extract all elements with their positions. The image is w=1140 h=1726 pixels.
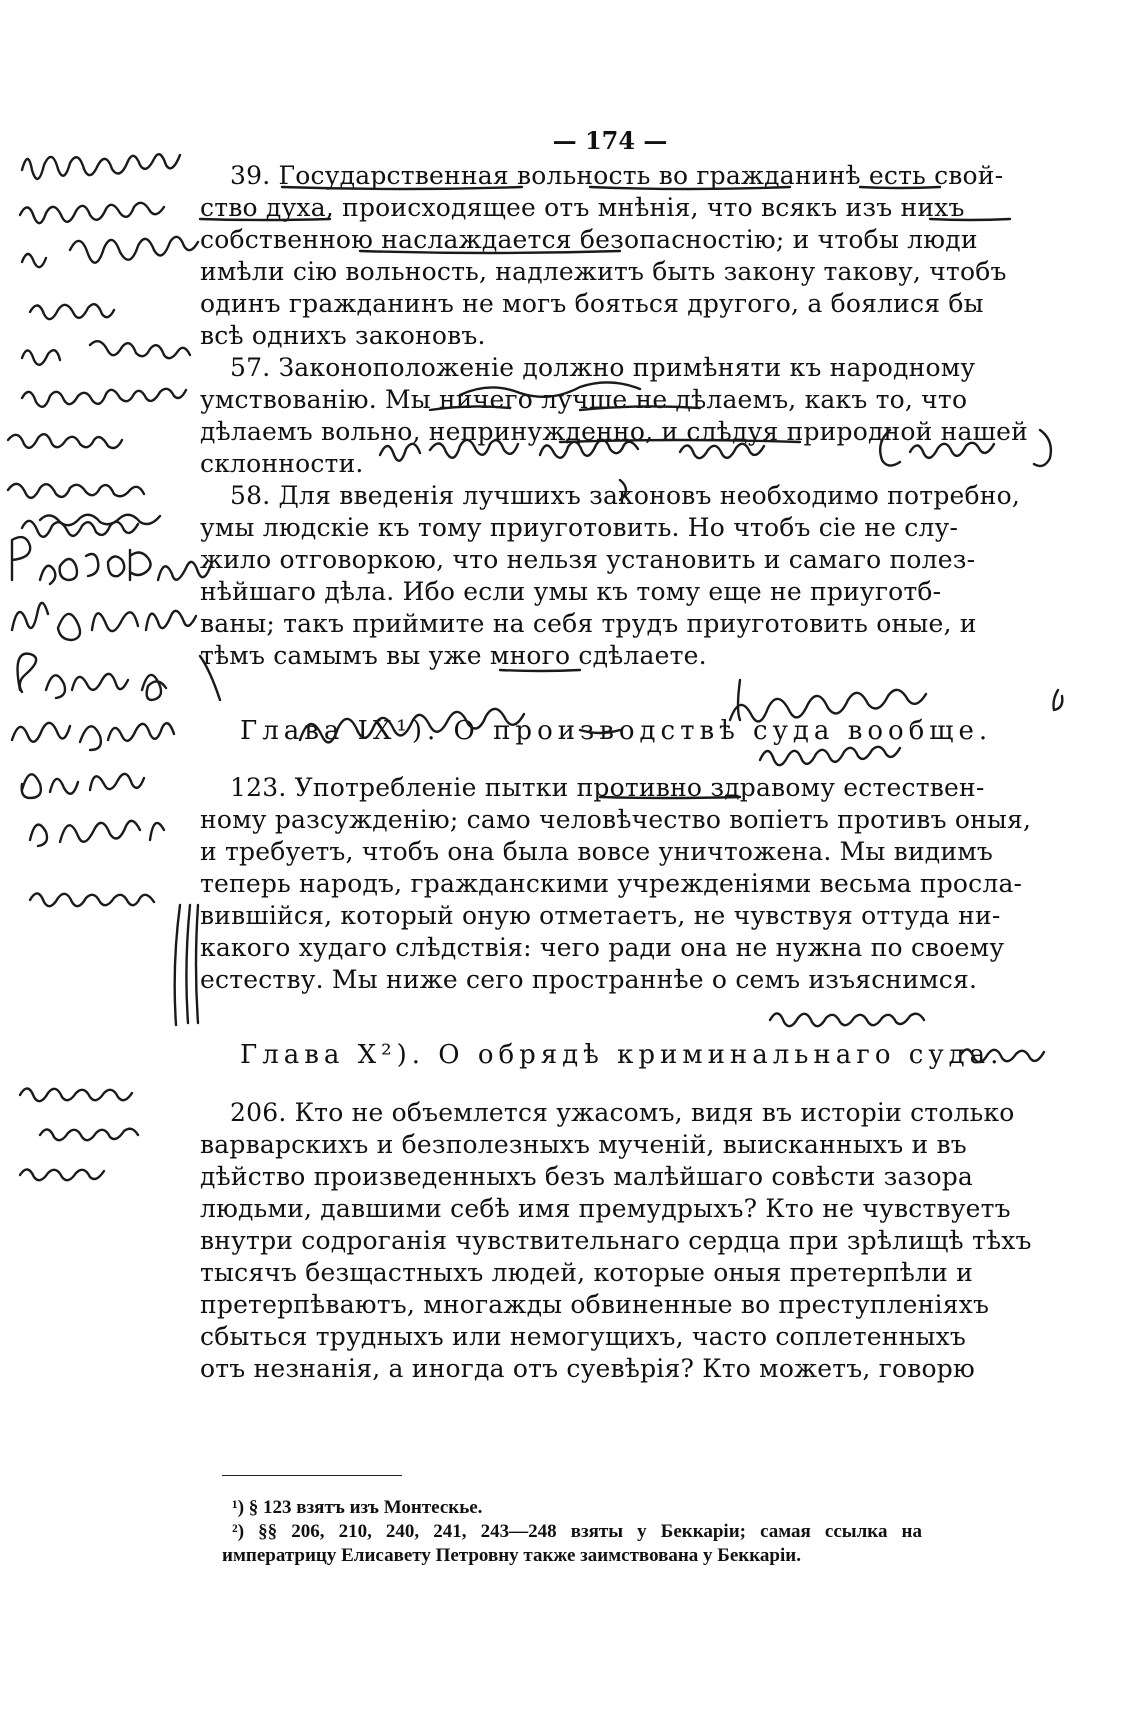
section-206-line-7: претерпѣваютъ, многажды обвиненные во преступленіяхъ	[200, 1290, 990, 1319]
section-206-line-5: внутри содроганія чувствительнаго сердца при зрѣлищѣ тѣхъ	[200, 1226, 1032, 1255]
section-206-line-9: отъ незнанія, а иногда отъ суевѣрія? Кто можетъ, говорю	[200, 1354, 975, 1383]
footnote-2-line-2: императрицу Елисавету Петровну также заимствована у Беккаріи.	[222, 1545, 801, 1566]
section-123-line-4: теперь народъ, гражданскими учрежденіями весьма просла-	[200, 869, 1023, 898]
section-206-line-1: 206. Кто не объемлется ужасомъ, видя въ исторіи столько	[230, 1098, 1015, 1127]
footnote-1: ¹) § 123 взятъ изъ Монтескье.	[232, 1497, 483, 1518]
section-39-line-1: 39. Государственная вольность во гражданинѣ есть свой-	[230, 161, 1004, 190]
section-58-line-5: ваны; такъ приймите на себя трудъ приуготовить оные, и	[200, 609, 977, 638]
section-123-line-7: естеству. Мы ниже сего пространнѣе о семъ изъяснимся.	[200, 965, 978, 994]
section-39-line-3: собственною наслаждается безопасностію; и чтобы люди	[200, 225, 978, 254]
section-58-line-2: умы людскіе къ тому приуготовить. Но чтобъ сіе не слу-	[200, 513, 959, 542]
section-39-line-4: имѣли сію вольность, надлежитъ быть закону такову, чтобъ	[200, 257, 1007, 286]
section-206-line-6: тысячъ безщастныхъ людей, которые оныя претерпѣли и	[200, 1258, 973, 1287]
section-57-line-4: склонности.	[200, 449, 364, 478]
section-123-line-2: ному разсужденію; само человѣчество вопіетъ противъ оныя,	[200, 805, 1032, 834]
section-58-line-4: нѣйшаго дѣла. Ибо если умы къ тому еще не приуготб-	[200, 577, 942, 606]
section-123-line-1: 123. Употребленіе пытки противно здравому естествен-	[230, 773, 985, 802]
section-206-line-4: людьми, давшими себѣ имя премудрыхъ? Кто не чувствуетъ	[200, 1194, 1011, 1223]
section-206-line-3: дѣйство произведенныхъ безъ малѣйшаго совѣсти зазора	[200, 1162, 974, 1191]
section-206-line-2: варварскихъ и безполезныхъ мученій, выисканныхъ и въ	[200, 1130, 967, 1159]
section-39-line-5: одинъ гражданинъ не могъ бояться другого, а боялися бы	[200, 289, 984, 318]
section-57-line-3: дѣлаемъ вольно, непринужденно, и слѣдуя природной нашей	[200, 417, 1028, 446]
footnote-2-line-1: ²) §§ 206, 210, 240, 241, 243—248 взяты у Беккаріи; самая ссылка на	[232, 1521, 922, 1542]
section-57-line-2: умствованію. Мы ничего лучше не дѣлаемъ, какъ то, что	[200, 385, 968, 414]
page-number: — 174 —	[552, 126, 668, 155]
chapter-heading-ix: Глава IX¹). О производствѣ суда вообще.	[240, 716, 993, 746]
footnote-rule	[222, 1475, 402, 1476]
section-58-line-6: тѣмъ самымъ вы уже много сдѣлаете.	[200, 641, 707, 670]
section-123-line-5: вившійся, который оную отметаетъ, не чувствуя оттуда ни-	[200, 901, 1001, 930]
section-39-line-2: ство духа, происходящее отъ мнѣнія, что всякъ изъ нихъ	[200, 193, 965, 222]
section-58-line-3: жило отговоркою, что нельзя установить и самаго полез-	[200, 545, 976, 574]
chapter-heading-x: Глава X²). О обрядѣ криминальнаго суда.	[240, 1040, 1004, 1070]
section-123-line-3: и требуетъ, чтобъ она была вовсе уничтожена. Мы видимъ	[200, 837, 994, 866]
section-58-line-1: 58. Для введенія лучшихъ законовъ необходимо потребно,	[230, 481, 1021, 510]
section-39-line-6: всѣ однихъ законовъ.	[200, 321, 486, 350]
section-206-line-8: сбыться трудныхъ или немогущихъ, часто соплетенныхъ	[200, 1322, 966, 1351]
section-57-line-1: 57. Законоположеніе должно примѣняти къ народному	[230, 353, 976, 382]
section-123-line-6: какого худаго слѣдствія: чего ради она не нужна по своему	[200, 933, 1005, 962]
